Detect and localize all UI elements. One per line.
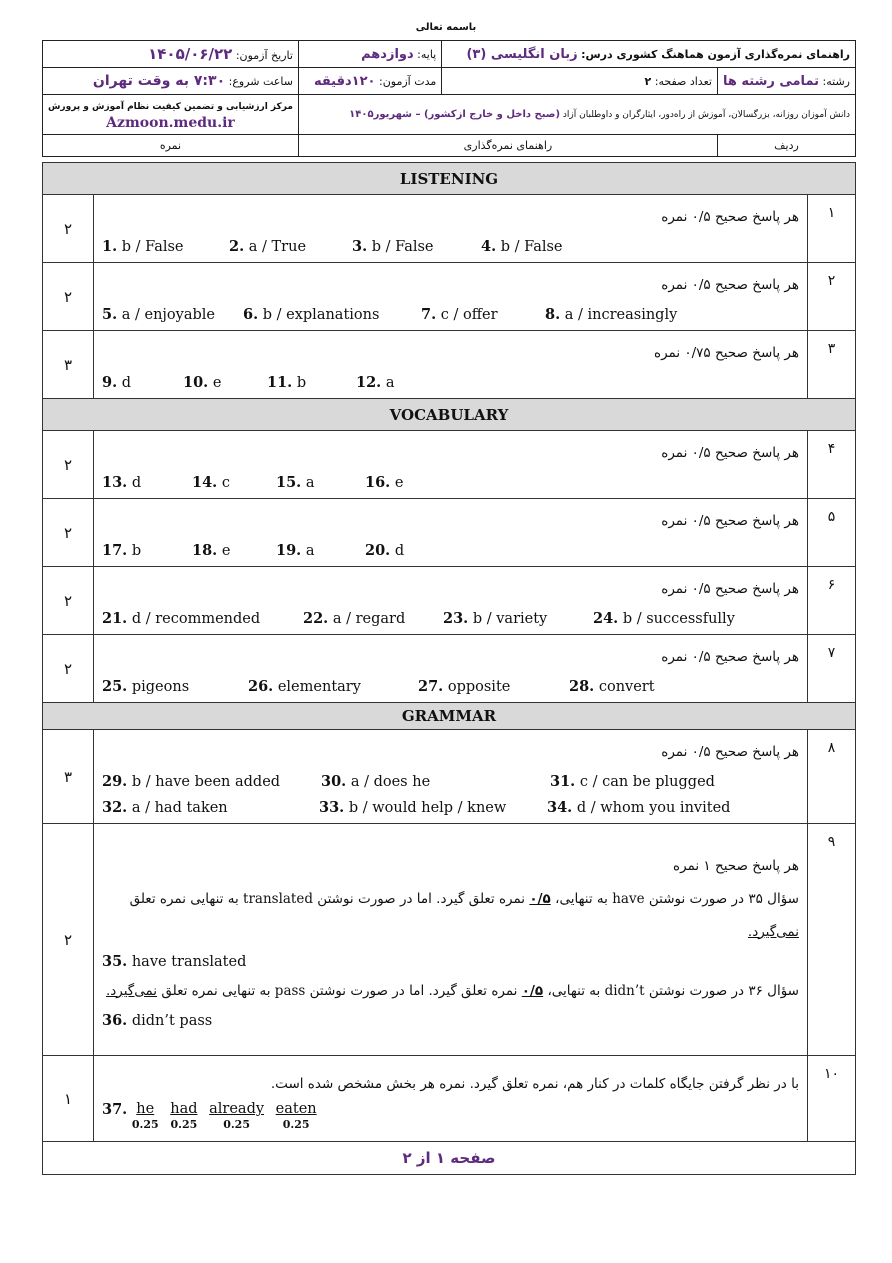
scoring-note: هر پاسخ صحیح ۰/۵ نمره xyxy=(661,277,799,293)
table-row xyxy=(43,567,856,635)
scoring-note: هر پاسخ صحیح ۰/۵ نمره xyxy=(661,209,799,225)
answers: 5. a / enjoyable 6. b / explanations 7. c / offer 8. a / increasingly xyxy=(102,306,678,323)
duration-cell: مدت آزمون: ۱۲۰دقیقه xyxy=(298,68,441,95)
answer-key-table xyxy=(42,162,856,1175)
subject: زبان انگلیسی (۳) xyxy=(466,46,578,62)
row-number: ۸ xyxy=(808,730,856,824)
row-score: ۲ xyxy=(43,567,94,635)
table-row xyxy=(43,730,856,824)
row-number: ۹ xyxy=(808,824,856,1056)
answer-36: 36. didn’t pass xyxy=(102,1011,213,1029)
col-row-header: ردیف xyxy=(717,135,855,157)
row-number: ۲ xyxy=(808,263,856,331)
pages-cell: تعداد صفحه: ۲ xyxy=(442,68,718,95)
row-number: ۳ xyxy=(808,331,856,399)
table-row xyxy=(43,263,856,331)
row-score: ۳ xyxy=(43,730,94,824)
field: تمامی رشته ها xyxy=(722,73,820,89)
start-time-cell: ساعت شروع: ۷:۳۰ به وقت تهران xyxy=(43,68,299,95)
answers: 32. a / had taken 33. b / would help / knew 34. d / whom you invited xyxy=(102,799,731,816)
q36-instruction: سؤال ۳۶ در صورت نوشتن didn’t به تنهایی، ۰/۵ نمره تعلق گیرد. اما در صورت نوشتن pass به تنهایی نمره تعلق نمی‌گیرد. xyxy=(105,982,799,999)
answers: 1. b / False 2. a / True 3. b / False 4. b / False xyxy=(102,238,563,255)
row-score: ۱ xyxy=(43,1056,94,1142)
q35-instruction: سؤال ۳۵ در صورت نوشتن have به تنهایی، ۰/۵ نمره تعلق گیرد. اما در صورت نوشتن translated به تنهایی نمره تعلق نمی‌گیرد. xyxy=(129,890,799,940)
scoring-note: هر پاسخ صحیح ۰/۵ نمره xyxy=(661,744,799,760)
page-count: ۲ xyxy=(644,74,652,88)
table-row xyxy=(43,1056,856,1142)
row-number: ۱۰ xyxy=(808,1056,856,1142)
scoring-note: هر پاسخ صحیح ۰/۵ نمره xyxy=(661,581,799,597)
section-vocabulary: VOCABULARY xyxy=(43,399,856,431)
scoring-note: هر پاسخ صحیح ۰/۷۵ نمره xyxy=(654,345,799,361)
answers: 13. d 14. c 15. a 16. e xyxy=(102,474,404,491)
table-row xyxy=(43,635,856,703)
col-guide-header: راهنمای نمره‌گذاری xyxy=(298,135,717,157)
scoring-note: هر پاسخ صحیح ۱ نمره xyxy=(673,857,799,874)
table-row xyxy=(43,431,856,499)
organization-cell xyxy=(43,95,299,135)
exam-date: ۱۴۰۵/۰۶/۲۲ xyxy=(148,45,233,63)
scoring-note: هر پاسخ صحیح ۰/۵ نمره xyxy=(661,513,799,529)
exam-title-cell: راهنمای نمره‌گذاری آزمون هماهنگ کشوری درس: زبان انگلیسی (۳) xyxy=(442,41,856,68)
answers: 9. d 10. e 11. b 12. a xyxy=(102,374,395,391)
row-score: ۲ xyxy=(43,635,94,703)
table-row xyxy=(43,824,856,1056)
section-listening: LISTENING xyxy=(43,163,856,195)
answers: 29. b / have been added 30. a / does he 31. c / can be plugged xyxy=(102,773,715,790)
scoring-note: هر پاسخ صحیح ۰/۵ نمره xyxy=(661,649,799,665)
answers: 17. b 18. e 19. a 20. d xyxy=(102,542,405,559)
table-row xyxy=(43,195,856,263)
audience-cell: دانش آموزان روزانه، بزرگسالان، آموزش از راه‌دور، ایثارگران و داوطلبان آزاد (صبح داخل و خارج ازکشور) – شهریور۱۴۰۵ xyxy=(298,95,855,135)
table-row xyxy=(43,331,856,399)
scoring-note: هر پاسخ صحیح ۰/۵ نمره xyxy=(661,445,799,461)
row-number: ۱ xyxy=(808,195,856,263)
answers: 21. d / recommended 22. a / regard 23. b / variety 24. b / successfully xyxy=(102,610,735,627)
section-grammar: GRAMMAR xyxy=(43,703,856,730)
row-number: ۷ xyxy=(808,635,856,703)
row-number: ۶ xyxy=(808,567,856,635)
website: Azmoon.medu.ir xyxy=(106,114,235,131)
scoring-note: با در نظر گرفتن جایگاه کلمات در کنار هم، نمره تعلق گیرد. نمره هر بخش مشخص شده است. xyxy=(270,1076,799,1092)
page-number: صفحه ۱ از ۲ xyxy=(43,1142,856,1175)
organization-name: مرکز ارزشیابی و تضمین کیفیت نظام آموزش و پرورش xyxy=(48,101,293,112)
answer-35: 35. have translated xyxy=(102,952,247,970)
row-score: ۲ xyxy=(43,195,94,263)
row-score: ۲ xyxy=(43,824,94,1056)
row-score: ۲ xyxy=(43,263,94,331)
field-cell: رشته: تمامی رشته ها xyxy=(717,68,855,95)
date-cell: تاریخ آزمون: ۱۴۰۵/۰۶/۲۲ xyxy=(43,41,299,68)
row-score: ۲ xyxy=(43,431,94,499)
row-number: ۵ xyxy=(808,499,856,567)
start-time: ۷:۳۰ به وقت تهران xyxy=(92,73,226,89)
grade: دوازدهم xyxy=(361,46,414,62)
grade-cell: پایه: دوازدهم xyxy=(298,41,441,68)
col-score-header: نمره xyxy=(43,135,299,157)
row-score: ۳ xyxy=(43,331,94,399)
row-number: ۴ xyxy=(808,431,856,499)
duration: ۱۲۰دقیقه xyxy=(313,73,376,89)
row-score: ۲ xyxy=(43,499,94,567)
answer-37: 37. he 0.25 had 0.25 already 0.25 eaten 0.25 xyxy=(102,1101,317,1131)
table-row xyxy=(43,499,856,567)
exam-header xyxy=(42,40,856,157)
top-title: باسمه تعالی xyxy=(415,22,477,33)
answers: 25. pigeons 26. elementary 27. opposite 28. convert xyxy=(102,678,655,695)
